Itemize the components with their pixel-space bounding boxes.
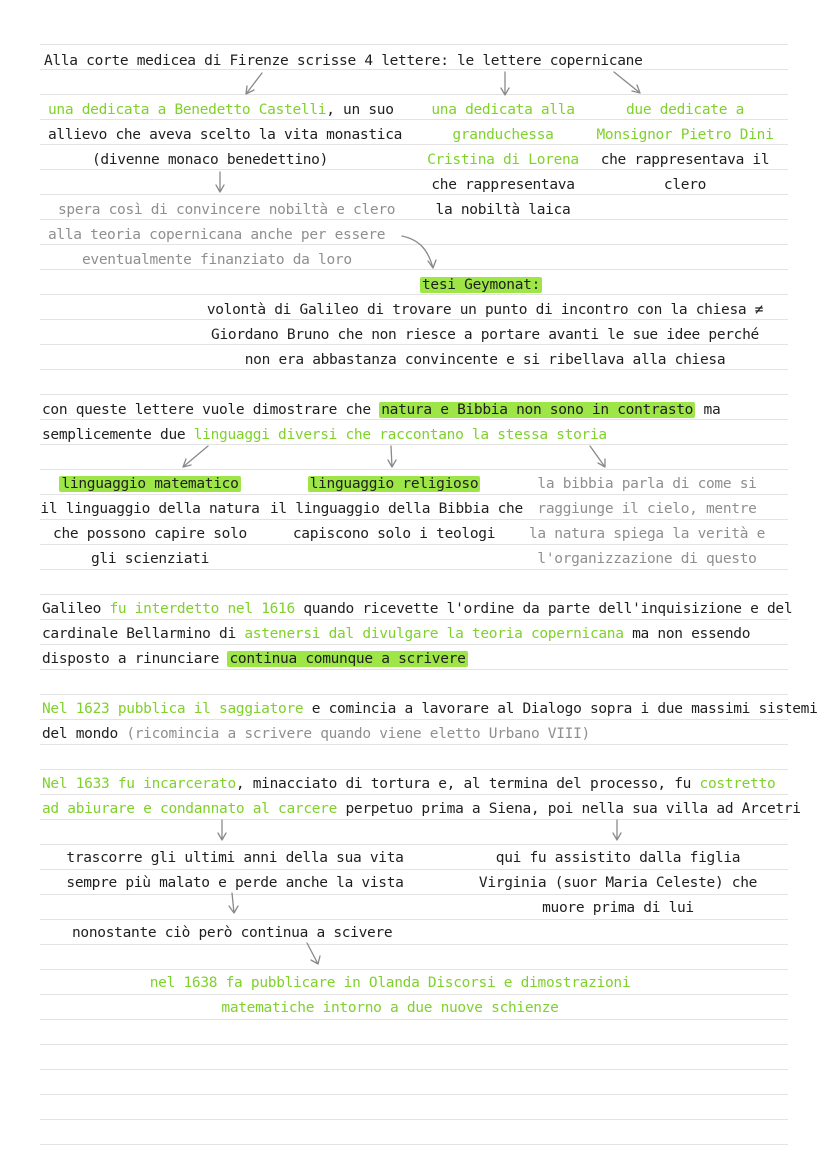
purpose-post: ma bbox=[695, 402, 721, 418]
arrow-to-geymonat bbox=[402, 236, 436, 268]
saggiatore-post: e comincia a lavorare al Dialogo sopra i due massimi sistemi bbox=[303, 701, 818, 717]
interdiction-line-1 bbox=[42, 600, 792, 618]
dini-line-3: che rappresentava il bbox=[600, 152, 770, 168]
castelli-line-1 bbox=[48, 101, 394, 119]
last-years-line-2: sempre più malato e perde anche la vista bbox=[66, 875, 404, 891]
bible-line-2: raggiunge il cielo, mentre bbox=[537, 501, 757, 517]
arrow-to-still-writes bbox=[229, 893, 238, 913]
castelli-title-post: , un suo bbox=[326, 102, 394, 118]
religious-title-line bbox=[270, 475, 518, 493]
bible-line-3: la natura spiega la verità e bbox=[528, 526, 766, 542]
hope-line-1: spera così di convincere nobiltà e clero bbox=[58, 202, 396, 218]
interdiction-line-2 bbox=[42, 625, 750, 643]
still-writes: nonostante ciò però continua a scivere bbox=[72, 925, 393, 941]
geymonat-title: tesi Geymonat: bbox=[422, 277, 541, 293]
prison-line-1 bbox=[42, 775, 775, 793]
castelli-title: una dedicata a Benedetto Castelli bbox=[48, 102, 327, 118]
math-line-4: gli scienziati bbox=[90, 551, 210, 567]
arrow-to-last-years bbox=[218, 820, 226, 840]
saggiatore-line-1 bbox=[42, 700, 818, 718]
hope-line-2: alla teoria copernicana anche per essere bbox=[48, 227, 386, 243]
purpose-highlight: natura e Bibbia non sono in contrasto bbox=[381, 402, 694, 418]
intro-line bbox=[44, 52, 643, 70]
geymonat-line-1: volontà di Galileo di trovare un punto di incontro con la chiesa ≠ bbox=[206, 302, 764, 318]
saggiatore-green: Nel 1623 pubblica il saggiatore bbox=[42, 701, 304, 717]
granduchessa-line-2: granduchessa bbox=[452, 127, 554, 143]
granduchessa-line-3: Cristina di Lorena bbox=[427, 152, 579, 168]
prison-line2-post: perpetuo prima a Siena, poi nella sua villa ad Arcetri bbox=[337, 801, 801, 817]
geymonat-line-3: non era abbastanza convincente e si ribellava alla chiesa bbox=[244, 352, 726, 368]
math-line-3: che possono capire solo bbox=[53, 526, 247, 542]
arrow-to-final bbox=[307, 943, 320, 964]
purpose-line2-pre: semplicemente due bbox=[42, 427, 194, 443]
dini-line-2: Monsignor Pietro Dini bbox=[596, 127, 774, 143]
religious-line-3: capiscono solo i teologi bbox=[292, 526, 496, 542]
castelli-line-2: allievo che aveva scelto la vita monastica bbox=[48, 127, 403, 143]
religious-title: linguaggio religioso bbox=[309, 476, 479, 492]
math-title-line bbox=[40, 475, 260, 493]
arrow-to-hope bbox=[216, 172, 224, 192]
math-title: linguaggio matematico bbox=[61, 476, 239, 492]
last-years-line-1: trascorre gli ultimi anni della sua vita bbox=[66, 850, 404, 866]
dini-line-4: clero bbox=[663, 177, 707, 193]
hope-line-3: eventualmente finanziato da loro bbox=[82, 252, 352, 268]
geymonat-line-2: Giordano Bruno che non riesce a portare avanti le sue idee perché bbox=[211, 327, 759, 343]
prison-line-2 bbox=[42, 800, 801, 818]
final-line-2: matematiche intorno a due nuove schienze bbox=[221, 1000, 559, 1016]
interdiction-line-3 bbox=[42, 650, 468, 668]
interdiction-line2-post: ma non essendo bbox=[623, 626, 751, 642]
arrow-to-granduchessa bbox=[501, 72, 509, 95]
prison-line2-green: ad abiurare e condannato al carcere bbox=[42, 801, 338, 817]
prison-green-2: costretto bbox=[699, 776, 776, 792]
interdiction-green: fu interdetto nel 1616 bbox=[109, 601, 295, 617]
saggiatore-line2-gray: (ricomincia a scrivere quando viene eletto Urbano VIII) bbox=[126, 726, 590, 742]
math-line-2: il linguaggio della natura bbox=[40, 501, 260, 517]
daughter-line-3: muore prima di lui bbox=[542, 900, 694, 916]
arrow-to-math bbox=[183, 446, 208, 467]
geymonat-title-line bbox=[420, 276, 542, 294]
daughter-line-2: Virginia (suor Maria Celeste) che bbox=[478, 875, 758, 891]
arrow-to-daughter bbox=[613, 820, 621, 840]
final-line-1: nel 1638 fa pubblicare in Olanda Discorsi e dimostrazioni bbox=[149, 975, 631, 991]
religious-line-2: il linguaggio della Bibbia che bbox=[270, 501, 523, 517]
dini-line-1: due dedicate a bbox=[625, 102, 745, 118]
daughter-line-1: qui fu assistito dalla figlia bbox=[495, 850, 741, 866]
interdiction-highlight: continua comunque a scrivere bbox=[229, 651, 466, 667]
purpose-line-2 bbox=[42, 426, 607, 444]
purpose-line2-green: linguaggi diversi che raccontano la stessa storia bbox=[193, 427, 607, 443]
granduchessa-line-1: una dedicata alla bbox=[431, 102, 575, 118]
castelli-line-3: (divenne monaco benedettino) bbox=[92, 152, 329, 168]
prison-green-1: Nel 1633 fu incarcerato bbox=[42, 776, 236, 792]
arrow-to-dini bbox=[614, 72, 640, 93]
intro-text: Alla corte medicea di Firenze scrisse 4 lettere: le lettere copernicane bbox=[44, 53, 643, 69]
arrow-to-religious bbox=[388, 446, 396, 467]
saggiatore-line2-pre: del mondo bbox=[42, 726, 127, 742]
interdiction-pre: Galileo bbox=[42, 601, 110, 617]
saggiatore-line-2 bbox=[42, 725, 590, 743]
interdiction-line2-green: astenersi dal divulgare la teoria copernicana bbox=[244, 626, 624, 642]
interdiction-mid: quando ricevette l'ordine da parte dell'inquisizione e del bbox=[294, 601, 793, 617]
purpose-line-1 bbox=[42, 401, 720, 419]
bible-line-1: la bibbia parla di come si bbox=[537, 476, 757, 492]
prison-mid: , minacciato di tortura e, al termina del processo, fu bbox=[235, 776, 700, 792]
interdiction-line2-pre: cardinale Bellarmino di bbox=[42, 626, 245, 642]
granduchessa-line-4: che rappresentava bbox=[431, 177, 575, 193]
bible-line-4: l'organizzazione di questo bbox=[537, 551, 757, 567]
interdiction-line3-pre: disposto a rinunciare bbox=[42, 651, 228, 667]
purpose-pre: con queste lettere vuole dimostrare che bbox=[42, 402, 380, 418]
arrow-to-bible bbox=[590, 446, 605, 467]
granduchessa-line-5: la nobiltà laica bbox=[435, 202, 571, 218]
arrow-to-castelli bbox=[246, 73, 262, 94]
